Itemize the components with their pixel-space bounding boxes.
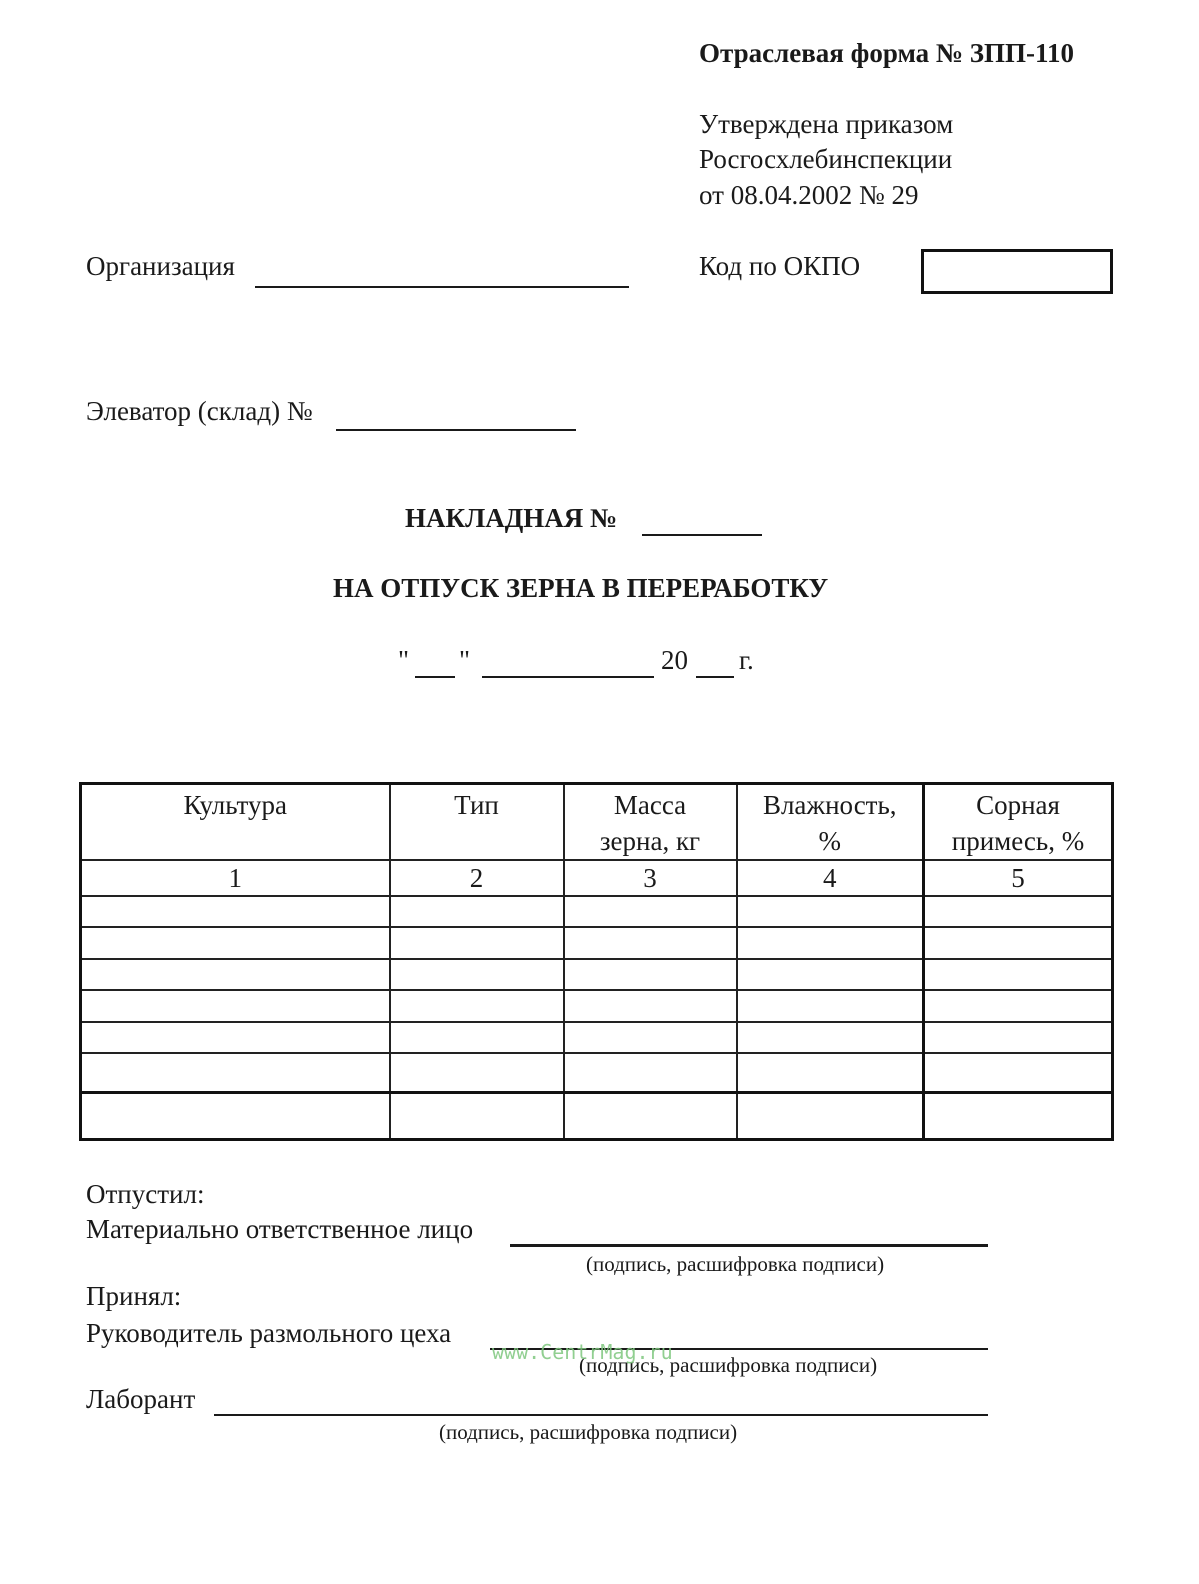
table-cell[interactable] xyxy=(924,1092,1113,1139)
column-number: 1 xyxy=(81,860,390,896)
date-suffix: г. xyxy=(739,645,754,675)
responsible-person-label: Материально ответственное лицо xyxy=(86,1214,474,1244)
watermark-text: www.CentrMag.ru xyxy=(492,1340,673,1364)
lab-assistant-label: Лаборант xyxy=(86,1384,196,1414)
date-year-field[interactable] xyxy=(696,676,734,678)
table-cell[interactable] xyxy=(737,1053,924,1092)
document-title: НАКЛАДНАЯ № xyxy=(405,503,618,533)
header-impurity: Сорная примесь, % xyxy=(924,784,1113,861)
table-cell[interactable] xyxy=(924,990,1113,1021)
column-number: 4 xyxy=(737,860,924,896)
table-cell[interactable] xyxy=(390,896,564,927)
table-cell[interactable] xyxy=(564,990,737,1021)
table-row xyxy=(81,927,1113,958)
elevator-field[interactable] xyxy=(336,429,576,431)
date-century: 20 xyxy=(661,645,688,675)
approved-line-2: Росгосхлебинспекции xyxy=(699,144,953,174)
table-cell[interactable] xyxy=(924,1022,1113,1053)
table-cell[interactable] xyxy=(564,896,737,927)
table-cell[interactable] xyxy=(737,896,924,927)
okpo-label: Код по ОКПО xyxy=(699,251,861,281)
table-cell[interactable] xyxy=(737,1092,924,1139)
responsible-signature-field[interactable] xyxy=(510,1244,988,1247)
table-cell[interactable] xyxy=(737,927,924,958)
date-close-quote: " xyxy=(459,645,471,675)
date-day-field[interactable] xyxy=(415,676,455,678)
table-cell[interactable] xyxy=(390,959,564,990)
table-cell[interactable] xyxy=(737,1022,924,1053)
table-cell[interactable] xyxy=(81,1053,390,1092)
grain-table xyxy=(79,782,1114,1141)
table-row xyxy=(81,1022,1113,1053)
table-cell[interactable] xyxy=(564,1053,737,1092)
released-label: Отпустил: xyxy=(86,1179,205,1209)
signature-caption-2: (подпись, расшифровка подписи) xyxy=(579,1353,878,1377)
header-moisture: Влажность, % xyxy=(737,784,924,861)
date-open-quote: " xyxy=(398,645,410,675)
table-cell[interactable] xyxy=(924,896,1113,927)
lab-assistant-signature-field[interactable] xyxy=(214,1414,988,1416)
table-cell[interactable] xyxy=(564,1022,737,1053)
table-row xyxy=(81,896,1113,927)
form-title: Отраслевая форма № ЗПП-110 xyxy=(699,38,1075,68)
table-cell[interactable] xyxy=(81,990,390,1021)
organization-field[interactable] xyxy=(255,286,629,288)
header-mass: Масса зерна, кг xyxy=(564,784,737,861)
mill-head-label: Руководитель размольного цеха xyxy=(86,1318,452,1348)
header-culture: Культура xyxy=(81,784,390,861)
column-number: 5 xyxy=(924,860,1113,896)
table-cell[interactable] xyxy=(737,990,924,1021)
table-number-row xyxy=(81,860,1113,896)
table-cell[interactable] xyxy=(924,927,1113,958)
approved-line-1: Утверждена приказом xyxy=(699,109,954,139)
table-cell[interactable] xyxy=(737,959,924,990)
column-number: 2 xyxy=(390,860,564,896)
organization-label: Организация xyxy=(86,251,235,281)
table-cell[interactable] xyxy=(81,1022,390,1053)
received-label: Принял: xyxy=(86,1281,182,1311)
table-cell[interactable] xyxy=(564,959,737,990)
table-cell[interactable] xyxy=(81,959,390,990)
document-number-field[interactable] xyxy=(642,534,762,536)
table-row xyxy=(81,1092,1113,1139)
elevator-label: Элеватор (склад) № xyxy=(86,396,313,426)
date-month-field[interactable] xyxy=(482,676,654,678)
table-cell[interactable] xyxy=(564,927,737,958)
table-cell[interactable] xyxy=(81,927,390,958)
table-cell[interactable] xyxy=(390,1053,564,1092)
table-row xyxy=(81,990,1113,1021)
approved-line-3: от 08.04.2002 № 29 xyxy=(699,180,919,210)
document-subtitle: НА ОТПУСК ЗЕРНА В ПЕРЕРАБОТКУ xyxy=(333,573,829,603)
table-cell[interactable] xyxy=(924,1053,1113,1092)
table-header-row xyxy=(81,784,1113,861)
signature-caption-1: (подпись, расшифровка подписи) xyxy=(586,1252,885,1276)
table-cell[interactable] xyxy=(564,1092,737,1139)
signature-caption-3: (подпись, расшифровка подписи) xyxy=(439,1420,738,1444)
header-type: Тип xyxy=(390,784,564,861)
table-cell[interactable] xyxy=(81,896,390,927)
okpo-field[interactable] xyxy=(921,249,1113,294)
table-cell[interactable] xyxy=(390,1022,564,1053)
table-cell[interactable] xyxy=(924,959,1113,990)
table-row xyxy=(81,959,1113,990)
table-cell[interactable] xyxy=(390,1092,564,1139)
table-cell[interactable] xyxy=(390,927,564,958)
table-cell[interactable] xyxy=(390,990,564,1021)
table-row xyxy=(81,1053,1113,1092)
table-cell[interactable] xyxy=(81,1092,390,1139)
column-number: 3 xyxy=(564,860,737,896)
